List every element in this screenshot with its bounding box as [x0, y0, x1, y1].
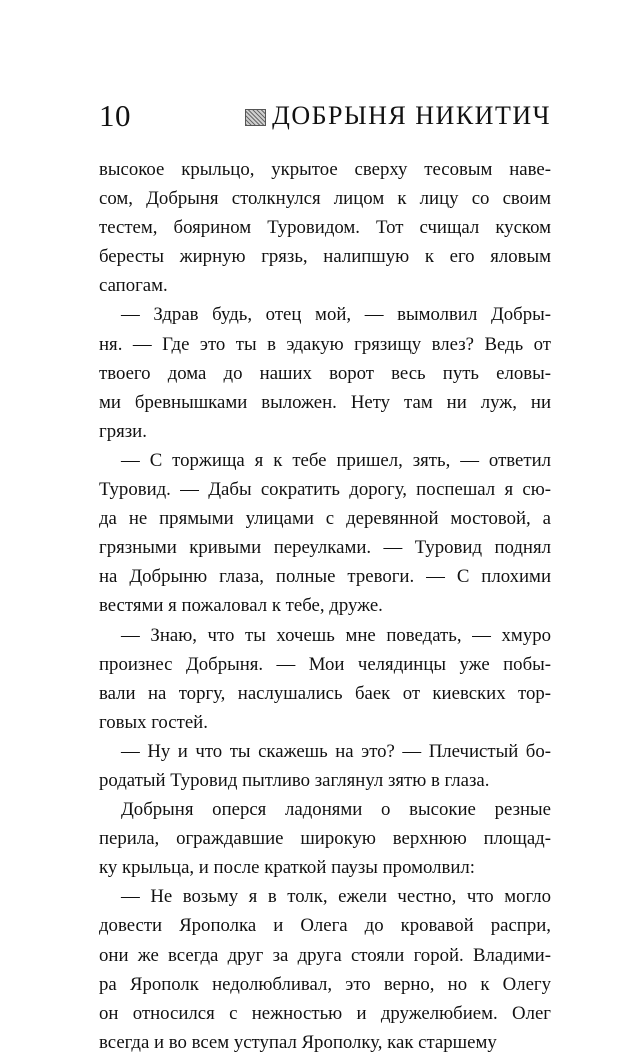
text-line: он относился с нежностью и дружелюбием. Олег — [99, 1002, 551, 1024]
paragraph — [99, 300, 551, 445]
text-line: ку крыльца, и после краткой паузы промолвил: — [99, 857, 476, 879]
text-line: сапогам. — [99, 275, 168, 297]
text-line: говых гостей. — [99, 711, 208, 733]
text-line: — Не возьму я в толк, ежели честно, что могло — [121, 886, 551, 908]
text-line: — Здрав будь, отец мой, — вымолвил Добры- — [121, 304, 551, 326]
text-line: Туровид. — Дабы сократить дорогу, поспешал я сю- — [99, 479, 551, 501]
text-line: они же всегда друг за друга стояли горой. Владими- — [99, 944, 551, 966]
text-line: — С торжища я к тебе пришел, зять, — ответил — [121, 449, 551, 471]
text-line: родатый Туровид пытливо заглянул зятю в глаза. — [99, 769, 490, 791]
page-header — [99, 96, 551, 136]
running-title — [245, 96, 551, 136]
text-line: — Знаю, что ты хочешь мне поведать, — хмуро — [121, 624, 551, 646]
text-line: грязи. — [99, 420, 147, 442]
text-line: перила, ограждавшие широкую верхнюю площад- — [99, 828, 551, 850]
text-line: — Ну и что ты скажешь на это? — Плечистый бо- — [121, 740, 551, 762]
text-line: произнес Добрыня. — Мои челядинцы уже побы- — [99, 653, 551, 675]
text-line: ми бревнышками выложен. Нету там ни луж, ни — [99, 391, 551, 413]
text-line: довести Ярополка и Олега до кровавой распри, — [99, 915, 551, 937]
text-line: сом, Добрыня столкнулся лицом к лицу со своим — [99, 188, 551, 210]
text-line: грязными кривыми переулками. — Туровид поднял — [99, 537, 551, 559]
text-line: вестями я пожаловал к тебе, друже. — [99, 595, 383, 617]
page-number: 10 — [99, 98, 131, 133]
ornament-icon — [245, 109, 266, 126]
text-line: на Добрыню глаза, полные тревоги. — С плохими — [99, 566, 551, 588]
text-line: да не прямыми улицами с деревянной мостовой, а — [99, 508, 551, 530]
paragraph — [99, 446, 551, 621]
paragraph — [99, 737, 551, 795]
paragraph — [99, 621, 551, 737]
text-line: ня. — Где это ты в эдакую грязищу влез? Ведь от — [99, 333, 551, 355]
text-line: ра Ярополк недолюбливал, это верно, но к Олегу — [99, 973, 551, 995]
running-title-text: ДОБРЫНЯ НИКИТИЧ — [272, 101, 551, 130]
text-line: вали на торгу, наслушались баек от киевских тор- — [99, 682, 551, 704]
paragraph — [99, 155, 551, 300]
text-line: тестем, боярином Туровидом. Тот счищал куском — [99, 217, 551, 239]
text-line: всегда и во всем уступал Ярополку, как старшему — [99, 1031, 497, 1053]
text-line: твоего дома до наших ворот весь путь еловы- — [99, 362, 551, 384]
text-line: Добрыня оперся ладонями о высокие резные — [121, 799, 551, 821]
paragraph — [99, 795, 551, 882]
paragraph — [99, 882, 551, 1057]
body-text — [99, 155, 551, 1057]
text-line: бересты жирную грязь, налипшую к его яловым — [99, 246, 551, 268]
text-line: высокое крыльцо, укрытое сверху тесовым наве- — [99, 159, 551, 180]
